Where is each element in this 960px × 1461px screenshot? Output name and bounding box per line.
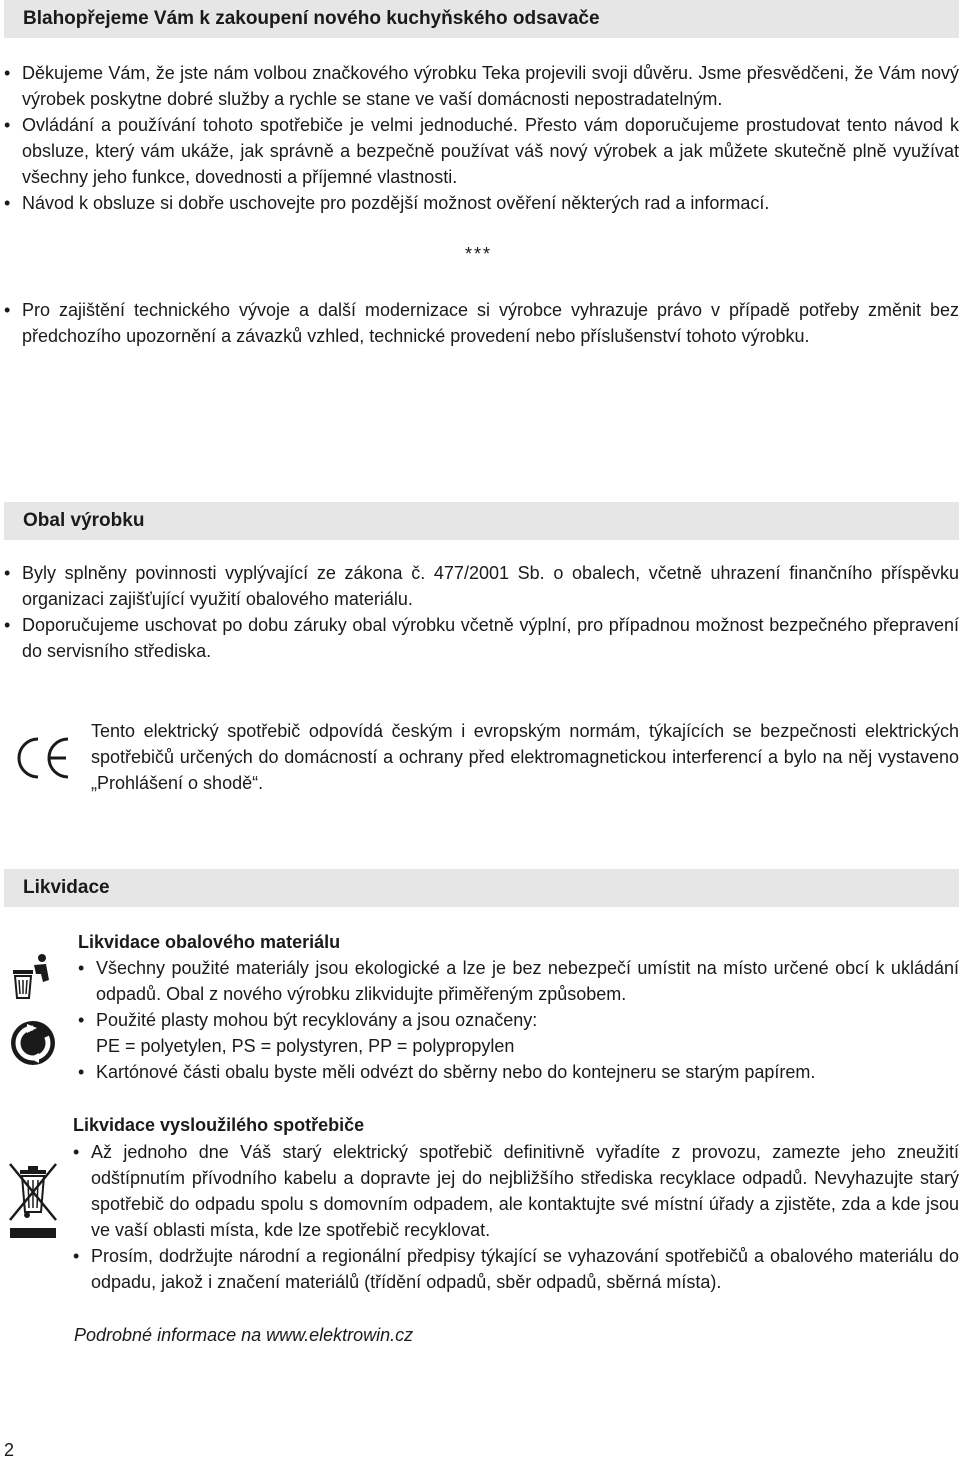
list-item: • Kartónové části obalu byste měli odvézt do sběrny nebo do kontejneru se starým papírem. — [78, 1059, 959, 1085]
packaging-material-bullets — [78, 955, 959, 1033]
list-item: • Všechny použité materiály jsou ekologické a lze je bez nebezpečí umístit na místo určené obcí k ukládání odpadů. Obal z nového výrobku zlikvidujte přiměřeným způsobem. — [78, 955, 959, 1007]
intro-bullets — [4, 60, 959, 216]
list-item: • Děkujeme Vám, že jste nám volbou značkového výrobku Teka projevili svoji důvěru. Jsme přesvědčeni, že Vám nový výrobek poskytne dobré služby a rychle se stane ve vaší domácnosti nepostradatelným. — [4, 60, 959, 112]
ce-text: Tento elektrický spotřebič odpovídá českým i evropským normám, týkajících se bezpečnosti elektrických spotřebičů určených do domácností a ochrany před elektromagnetickou interferencí a bylo na něj vystaveno „Prohlášení o shodě“. — [91, 721, 959, 793]
green-dot-icon — [10, 1020, 56, 1066]
list-item: • Až jednoho dne Váš starý elektrický spotřebič definitivně vyřadíte z provozu, zamezte jeho zneužití odštípnutím přívodního kabelu a dopravte jej do nejbližšího střediska recyklace odpadů. Nevyhazujte starý spotřebič do odpadu spolu s domovním odpadem, ale kontaktujte své místní úřady a zjistěte, zda a kde jsou ve vaší oblasti místa, kde lze spotřebič recyklovat. — [73, 1139, 959, 1243]
section-title-packaging: Obal výrobku — [4, 502, 959, 540]
info-link-text: Podrobné informace na www.elektrowin.cz — [74, 1325, 414, 1345]
subsection-title-old-appliance: Likvidace vysloužilého spotřebiče — [73, 1115, 365, 1135]
notice-bullets — [4, 297, 959, 349]
list-item: • Byly splněny povinnosti vyplývající ze zákona č. 477/2001 Sb. o obalech, včetně uhrazení finančního příspěvku organizaci zajišťující využití obalového materiálu. — [4, 560, 959, 612]
plastics-codes: PE = polyetylen, PS = polystyren, PP = polypropylen — [96, 1036, 515, 1056]
page-number: 2 — [4, 1440, 15, 1460]
packaging-bullets — [4, 560, 959, 664]
list-item: • Použité plasty mohou být recyklovány a jsou označeny: — [78, 1007, 959, 1033]
list-item: • Ovládání a používání tohoto spotřebiče je velmi jednoduché. Přesto vám doporučujeme prostudovat tento návod k obsluze, který vám ukáže, jak správně a bezpečně používat váš nový výrobek a jak můžete skutečně plně využívat všechny jeho funkce, dovednosti a příjemné vlastnosti. — [4, 112, 959, 190]
old-appliance-bullets — [73, 1139, 959, 1295]
section-title-disposal: Likvidace — [4, 869, 959, 907]
packaging-material-bullets-2 — [78, 1059, 959, 1085]
list-item: • Pro zajištění technického vývoje a další modernizace si výrobce vyhrazuje právo v případě potřeby změnit bez předchozího upozornění a závazků vzhled, technické provedení nebo příslušenství tohoto výrobku. — [4, 297, 959, 349]
list-item: • Prosím, dodržujte národní a regionální předpisy týkající se vyhazování spotřebičů a obalového materiálu do odpadu, jakož i značení materiálů (třídění odpadů, sběr odpadů, sběrná místa). — [73, 1243, 959, 1295]
separator: *** — [465, 244, 493, 264]
ce-mark-icon — [12, 735, 72, 781]
list-item: • Návod k obsluze si dobře uschovejte pro pozdější možnost ověření některých rad a informací. — [4, 190, 959, 216]
subsection-title-packaging-material: Likvidace obalového materiálu — [78, 932, 341, 952]
weee-crossed-bin-icon — [4, 1158, 62, 1244]
page-title: Blahopřejeme Vám k zakoupení nového kuchyňského odsavače — [4, 0, 959, 38]
trash-bin-icon — [12, 952, 56, 1002]
list-item: • Doporučujeme uschovat po dobu záruky obal výrobku včetně výplní, pro případnou možnost bezpečného přepravení do servisního střediska. — [4, 612, 959, 664]
